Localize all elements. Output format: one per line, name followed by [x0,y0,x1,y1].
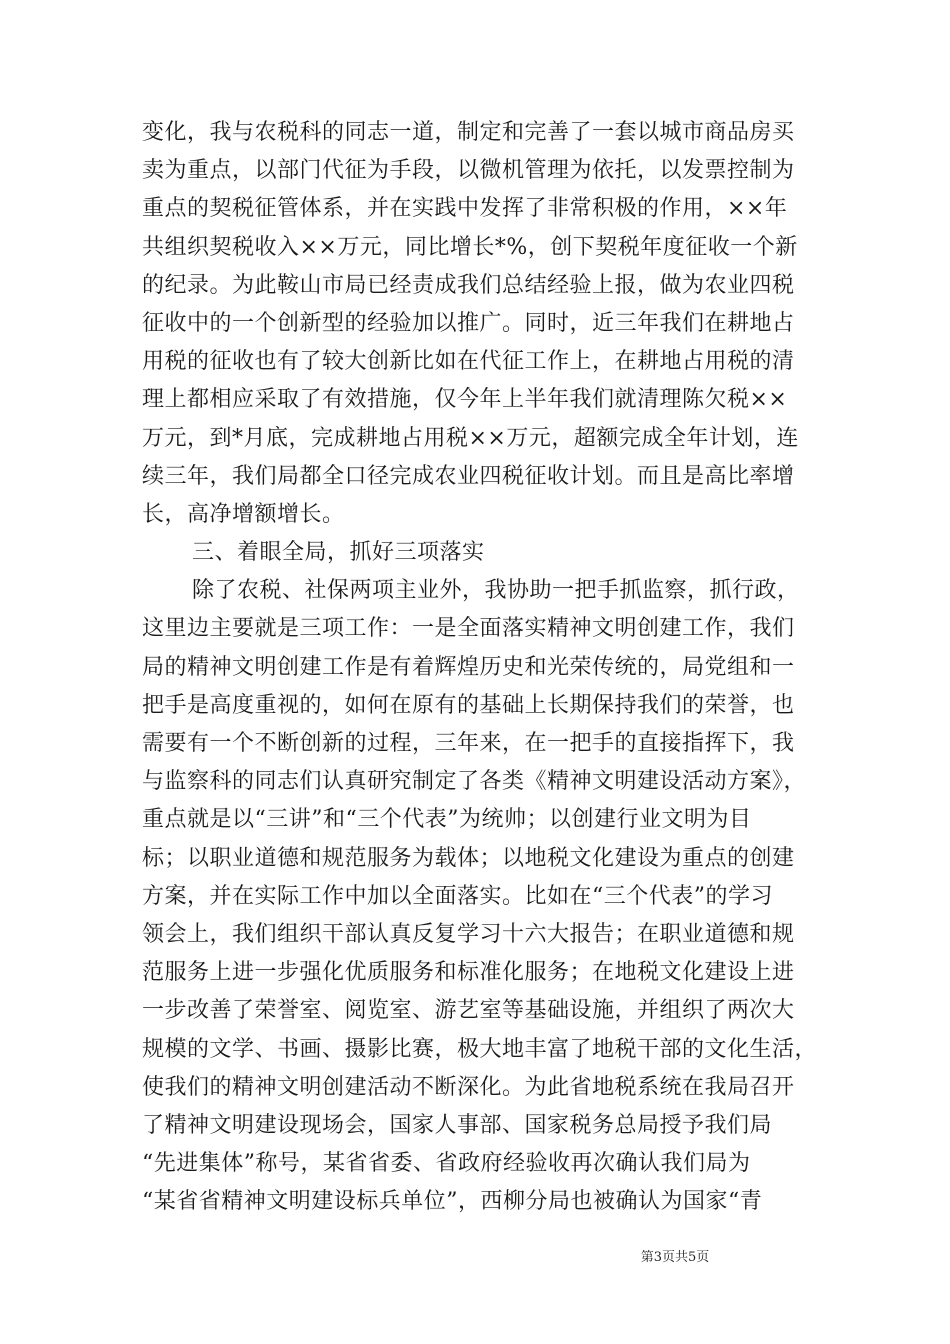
text-line: 长，高净增额增长。 [142,501,345,527]
text-line: 方案，并在实际工作中加以全面落实。比如在“三个代表”的学习 [142,883,773,909]
text-line: 局的精神文明创建工作是有着辉煌历史和光荣传统的，局党组和一 [142,654,795,680]
text-line: 重点就是以“三讲”和“三个代表”为统帅；以创建行业文明为目 [142,807,752,833]
text-line: 规模的文学、书画、摄影比赛，极大地丰富了地税干部的文化生活， [142,1036,818,1062]
text-line: 与监察科的同志们认真研究制定了各类《精神文明建设活动方案》， [142,769,807,795]
text-line: 把手是高度重视的，如何在原有的基础上长期保持我们的荣誉，也 [142,692,795,718]
text-line: 万元，到*月底，完成耕地占用税××万元，超额完成全年计划，连 [142,425,799,451]
text-line: 的纪录。为此鞍山市局已经责成我们总结经验上报，做为农业四税 [142,272,795,298]
text-line: 重点的契税征管体系，并在实践中发挥了非常积极的作用，××年 [142,196,788,222]
text-line: 三、着眼全局，抓好三项落实 [192,540,485,566]
text-line: “先进集体”称号，某省省委、省政府经验收再次确认我们局为 [142,1151,751,1177]
page-number-footer: 第3页共5页 [640,1250,710,1265]
text-line: 续三年，我们局都全口径完成农业四税征收计划。而且是高比率增 [142,463,795,489]
text-line: 除了农税、社保两项主业外，我协助一把手抓监察，抓行政， [192,578,800,604]
text-line: 了精神文明建设现场会，国家人事部、国家税务总局授予我们局 [142,1112,773,1138]
body-text [142,114,818,1221]
text-line: 共组织契税收入××万元，同比增长*%，创下契税年度征收一个新 [142,234,798,260]
text-line: 领会上，我们组织干部认真反复学习十六大报告；在职业道德和规 [142,921,795,947]
text-line: 这里边主要就是三项工作：一是全面落实精神文明创建工作，我们 [142,616,795,642]
text-line: 理上都相应采取了有效措施，仅今年上半年我们就清理陈欠税×× [142,387,788,413]
text-line: 用税的征收也有了较大创新比如在代征工作上，在耕地占用税的清 [142,349,795,375]
text-line: 卖为重点，以部门代征为手段，以微机管理为依托，以发票控制为 [142,158,795,184]
text-line: 需要有一个不断创新的过程，三年来，在一把手的直接指挥下，我 [142,731,795,756]
text-line: 标；以职业道德和规范服务为载体；以地税文化建设为重点的创建 [142,845,795,871]
text-line: 一步改善了荣誉室、阅览室、游艺室等基础设施，并组织了两次大 [142,998,795,1024]
text-line: 变化，我与农税科的同志一道，制定和完善了一套以城市商品房买 [142,120,795,145]
text-line: “某省省精神文明建设标兵单位”，西柳分局也被确认为国家“青 [142,1189,763,1215]
text-line: 征收中的一个创新型的经验加以推广。同时，近三年我们在耕地占 [142,310,795,336]
text-line: 使我们的精神文明创建活动不断深化。为此省地税系统在我局召开 [142,1074,795,1100]
text-line: 范服务上进一步强化优质服务和标准化服务；在地税文化建设上进 [142,960,795,986]
